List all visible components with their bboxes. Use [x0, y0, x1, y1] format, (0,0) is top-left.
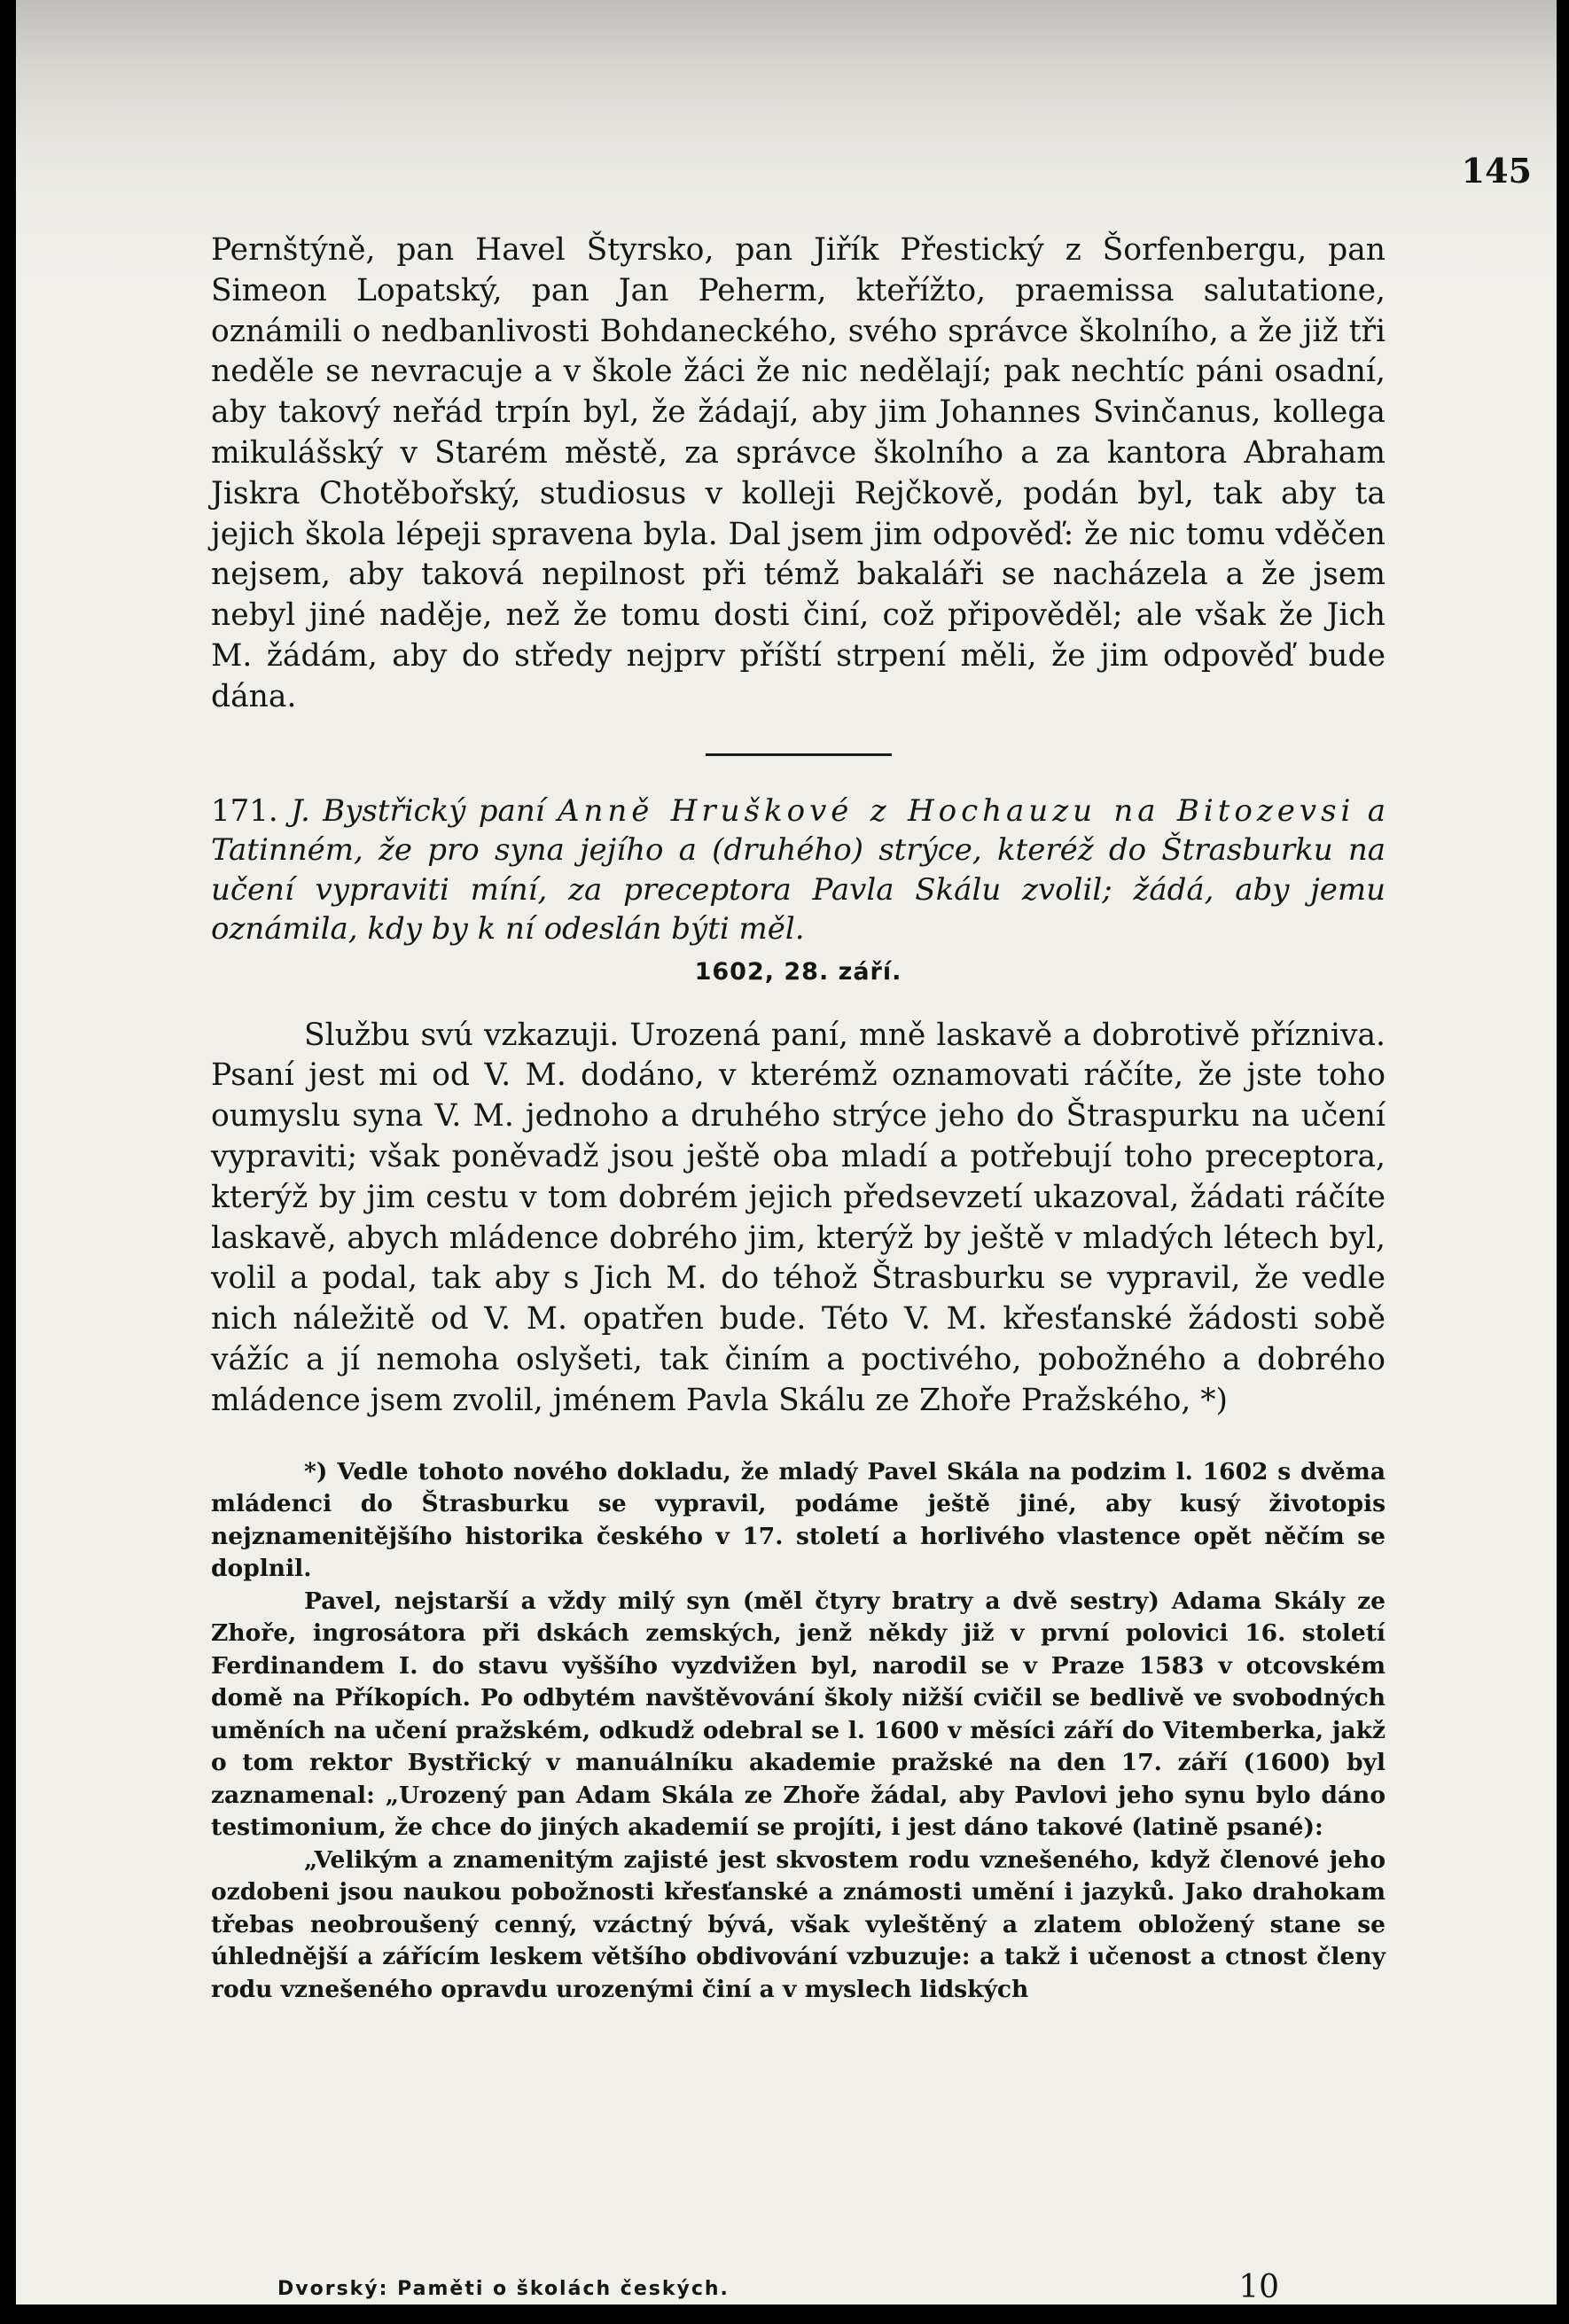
footnote-separator	[211, 1448, 1386, 1449]
paragraph-1-text: Pernštýně, pan Havel Štyrsko, pan Jiřík Přestický z Šorfenbergu, pan Simeon Lopatský, pan Jan Peherm, kteřížto, praemissa salutatione, oznámili o nedbanlivosti Bohdaneckého, svého správce školního, a že již tři neděle se nevracuje a v škole žáci že nic nedělají; pak nechtíc páni osadní, aby takový neřád trpín byl, že žádají, aby jim Johannes Svinčanus, kollega mikulášský v Starém městě, za správce školního a za kantora Abraham Jiskra Chotěbořský, studiosus v kolleji Rejčkově, podán byl, tak aby ta jejich škola lépeji spravena byla. Dal jsem jim odpověď: že nic tomu vděčen nejsem, aby taková nepilnost při témž bakaláři se nacházela a že jsem nebyl jiné naděje, než že tomu dosti činí, což připověděl; ale však že Jich M. žádám, aby do středy nejprv příští strpení měli, že jim odpověď bude dána.	[211, 232, 1386, 714]
letter-heading	[211, 792, 1386, 949]
footnote-1: *) Vedle tohoto nového dokladu, že mladý Pavel Skála na podzim l. 1602 s dvěma mládenci do Štrasburku se vypravil, podáme ještě jiné, aby kusý životopis nejznamenitějšího historika českého v 17. století a horlivého vlastence opět něčím se doplnil.	[211, 1457, 1386, 1583]
footnotes	[211, 1456, 1386, 2007]
letter-body-text: Službu svú vzkazuji. Urozená paní, mně laskavě a dobrotivě přízniva. Psaní jest mi od V. M. dodáno, v kterémž oznamovati ráčíte, že jste toho oumyslu syna V. M. jednoho a druhého strýce jeho do Štraspurku na učení vypraviti; však poněvadž jsou ještě oba mladí a potřebují toho preceptora, kterýž by jim cestu v tom dobrém jejich předsevzetí ukazoval, žádati ráčíte laskavě, abych mládence dobrého jim, kterýž by ještě v mladých létech byl, volil a podal, tak aby s Jich M. do téhož Štrasburku se vypravil, že vedle nich náležitě od V. M. opatřen bude. Této V. M. křesťanské žádosti sobě vážíc a jí nemoha oslyšeti, tak činím a poctivého, pobožného a dobrého mládence jsem zvolil, jménem Pavla Skálu ze Zhoře Pražského, *)	[211, 1017, 1386, 1418]
letter-heading-author: J. Bystřický paní	[291, 792, 545, 829]
book-page	[16, 0, 1557, 2305]
footer-signature: Dvorský: Paměti o školách českých.	[277, 2278, 730, 2300]
letter-heading-summary: a Tatinném, že pro syna jejího a (druhého) strýce, kteréž do Štrasburku na učení vypraviti míní, za preceptora Pavla Skálu zvolil; žádá, aby jemu oznámila, kdy by k ní odeslán býti měl.	[211, 792, 1386, 948]
footnote-3: „Velikým a znamenitým zajisté jest skvostem rodu vznešeného, když členové jeho ozdobeni jsou naukou pobožnosti křesťanské a známosti umění i jazyků. Jako drahokam třebas neobroušený cenný, vzáctný bývá, však vyleštěný a zlatem obložený stane se úhlednější a zářícím leskem většího obdivování vzbuzuje: a takž i učenost a ctnost členy rodu vznešeného opravdu urozenými činí a v myslech lidských	[211, 1845, 1386, 2003]
section-divider	[706, 753, 892, 756]
footnote-2: Pavel, nejstarší a vždy milý syn (měl čtyry bratry a dvě sestry) Adama Skály ze Zhoře, ingrosátora při dskách zemských, jenž někdy již v první polovici 16. století Ferdinandem I. do stavu vyššího vyzdvižen byl, narodil se v Praze 1583 v otcovském domě na Příkopích. Po odbytém navštěvování školy nižší cvičil se bedlivě ve svobodných uměních na učení pražském, odkudž odebral se l. 1600 v měsíci září do Vitemberka, jakž o tom rektor Bystřický v manuálníku akademie pražské na den 17. září (1600) byl zaznamenal: „Urozený pan Adam Skála ze Zhoře žádal, aby Pavlovi jeho synu bylo dáno testimonium, že chce do jiných akademií se projíti, i jest dáno takové (latině psané):	[211, 1587, 1386, 1842]
page-number: 145	[1461, 151, 1532, 191]
letter-number: 171.	[211, 792, 278, 829]
paragraph-1	[211, 230, 1386, 718]
page-content	[211, 230, 1386, 2006]
letter-heading-recipient: Anně Hruškové z Hochauzu na Bitozevsi	[557, 792, 1355, 829]
letter-body	[211, 1016, 1386, 1422]
footer-sheet-number: 10	[1238, 2269, 1279, 2305]
letter-date: 1602, 28. září.	[694, 957, 902, 986]
